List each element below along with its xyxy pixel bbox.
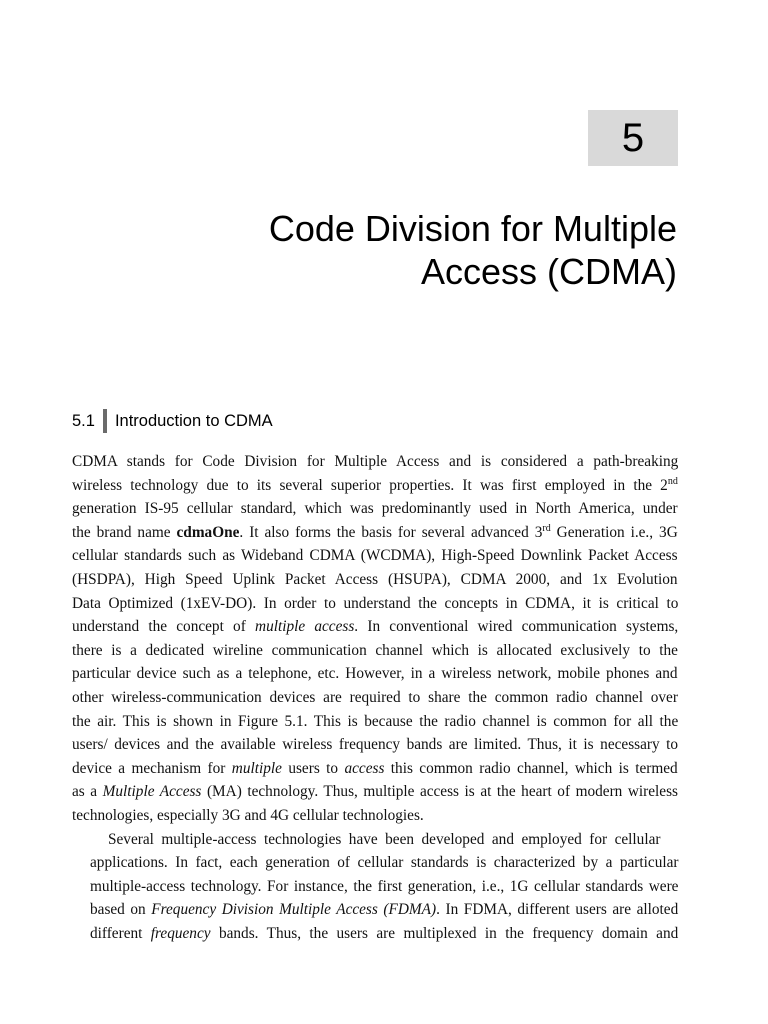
paragraph-1 xyxy=(72,450,678,828)
text-line: as a Multiple Access (MA) technology. Thus, multiple access is at the heart of modern wireless xyxy=(72,783,679,801)
text-line: there is a dedicated wireline communication channel which is allocated exclusively to the xyxy=(72,641,678,659)
text-line: device a mechanism for multiple users to access this common radio channel, which is termed xyxy=(72,759,678,777)
paragraph-2 xyxy=(72,828,678,946)
body-text xyxy=(72,450,678,945)
text-line: users/ devices and the available wireless frequency bands are limited. Thus, it is necessary to xyxy=(72,736,679,754)
text-line: wireless technology due to its several superior properties. It was first employed in the 2nd xyxy=(72,475,678,494)
chapter-title xyxy=(269,207,677,293)
brand-name: cdmaOne xyxy=(176,523,240,541)
text-line: applications. In fact, each generation of cellular standards is characterized by a particular xyxy=(90,854,679,872)
chapter-number: 5 xyxy=(621,115,645,160)
section-divider-bar xyxy=(103,409,107,433)
text-line: cellular standards such as Wideband CDMA (WCDMA), High-Speed Downlink Packet Access xyxy=(72,547,678,565)
text-line: other wireless-communication devices are required to share the common radio channel over xyxy=(72,688,678,706)
text-line: Several multiple-access technologies have been developed and employed for cellular xyxy=(108,830,661,848)
section-heading xyxy=(72,409,273,433)
text-line: based on Frequency Division Multiple Access (FDMA). In FDMA, different users are alloted xyxy=(90,901,679,919)
text-line: understand the concept of multiple access. In conventional wired communication systems, xyxy=(72,618,679,636)
section-title: Introduction to CDMA xyxy=(114,411,273,430)
text-line: CDMA stands for Code Division for Multiple Access and is considered a path-breaking xyxy=(72,453,679,470)
chapter-number-box xyxy=(588,110,678,166)
text-line: technologies, especially 3G and 4G cellular technologies. xyxy=(72,806,424,824)
chapter-title-line-2: Access (CDMA) xyxy=(420,251,677,292)
text-line: different frequency bands. Thus, the users are multiplexed in the frequency domain and xyxy=(90,924,679,942)
text-line: multiple-access technology. For instance, the first generation, i.e., 1G cellular standards were xyxy=(90,877,679,895)
text-line: particular device such as a telephone, etc. However, in a wireless network, mobile phones and xyxy=(72,665,678,683)
text-line: (HSDPA), High Speed Uplink Packet Access (HSUPA), CDMA 2000, and 1x Evolution xyxy=(72,570,678,588)
chapter-title-line-1: Code Division for Multiple xyxy=(268,208,677,249)
text-line: the air. This is shown in Figure 5.1. This is because the radio channel is common for all the xyxy=(72,712,679,730)
text-line: generation IS-95 cellular standard, which was predominantly used in North America, under xyxy=(72,500,678,518)
text-line: Data Optimized (1xEV-DO). In order to understand the concepts in CDMA, it is critical to xyxy=(72,594,679,612)
text-line: the brand name cdmaOne. It also forms the basis for several advanced 3rd Generation i.e., 3G xyxy=(72,522,678,541)
section-number: 5.1 xyxy=(72,411,95,430)
